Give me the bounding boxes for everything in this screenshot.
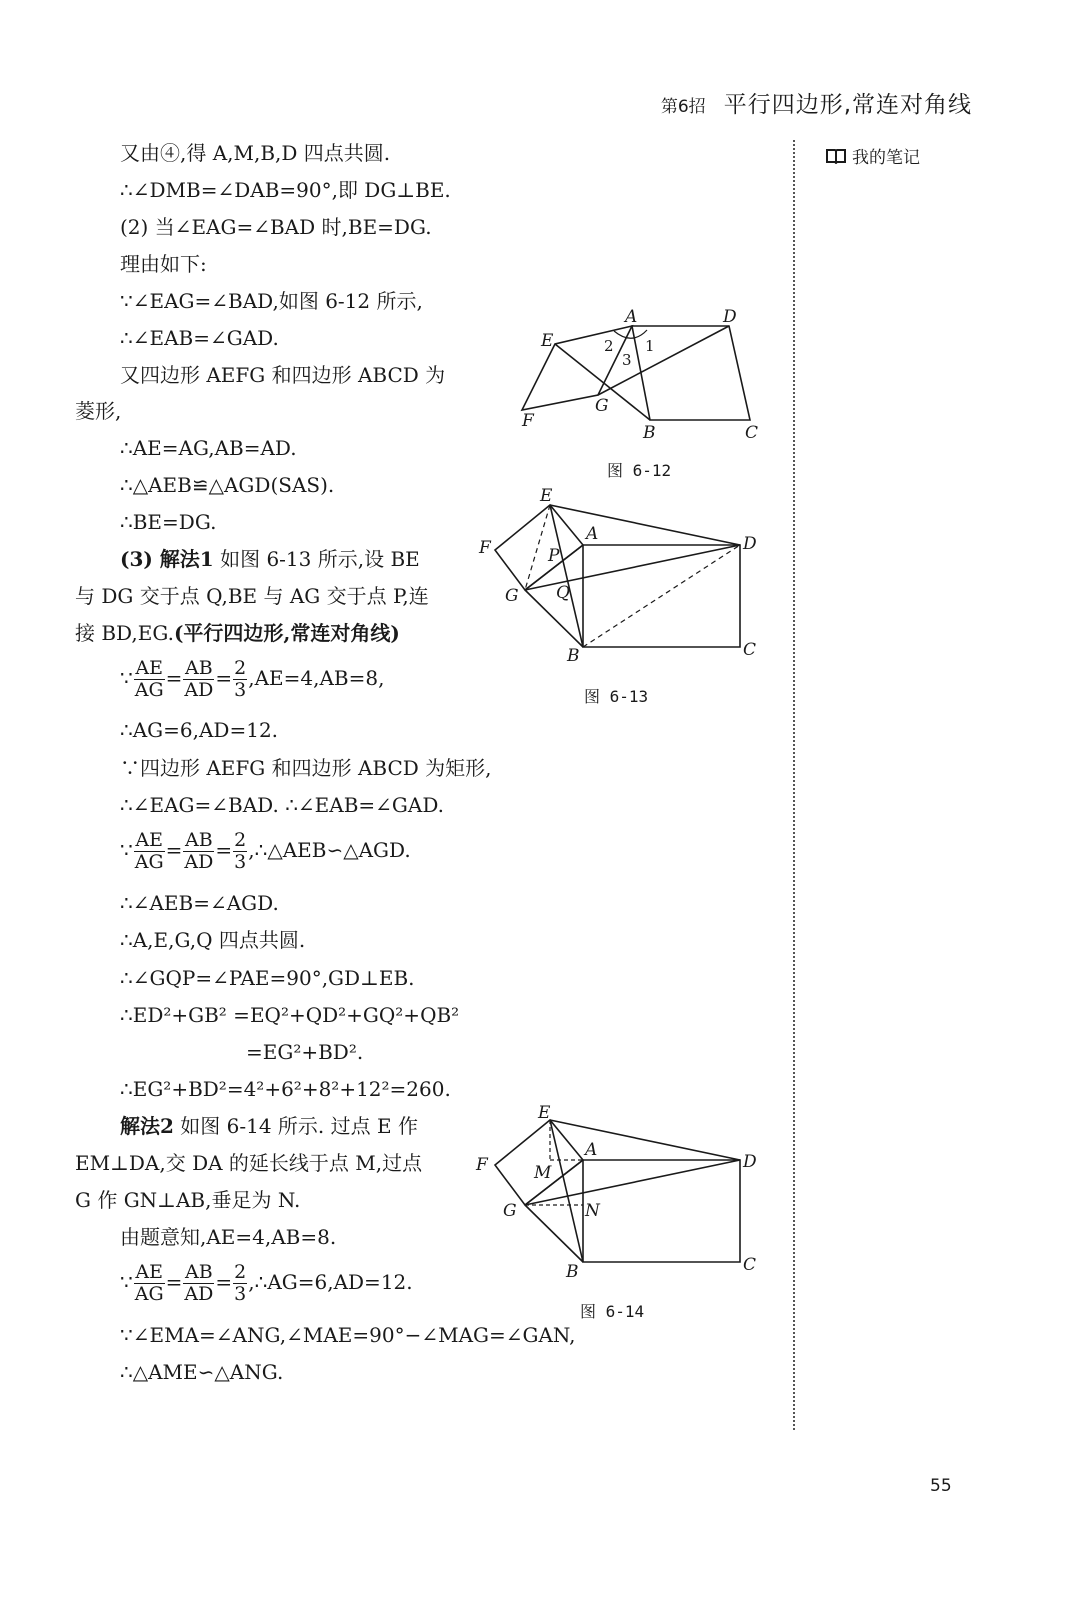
- fraction: $\frac{AE}{AG}$: [134, 1261, 164, 1305]
- because-symbol: ∵: [120, 666, 133, 690]
- text-line: 菱形,: [75, 399, 122, 423]
- label-a: A: [585, 1140, 598, 1160]
- label-d: D: [723, 307, 737, 327]
- fraction: $\frac{AB}{AD}$: [184, 657, 214, 701]
- text-line: ∴AE=AG,AB=AD.: [120, 436, 297, 460]
- label-b: B: [566, 1262, 579, 1282]
- text-line: ∵∠EAG=∠BAD,如图 6-12 所示,: [120, 289, 423, 313]
- segment-eg-diagonal: [525, 505, 550, 590]
- page-number: 55: [930, 1476, 952, 1496]
- label-f: F: [522, 411, 534, 431]
- text-line: ∴∠AEB=∠AGD.: [120, 891, 279, 915]
- label-g: G: [503, 1201, 517, 1221]
- segment-bd-diagonal: [583, 545, 740, 647]
- segment-be: [550, 1120, 583, 1262]
- label-a: A: [586, 524, 599, 544]
- text-run: 接 BD,EG.: [75, 621, 174, 645]
- segment-gb: [525, 1205, 583, 1262]
- segment-gb: [525, 590, 583, 647]
- label-q: Q: [556, 583, 570, 603]
- fraction: $\frac{AE}{AG}$: [134, 829, 164, 873]
- label-c: C: [745, 423, 759, 443]
- segment-gd: [598, 326, 729, 395]
- label-a: A: [625, 307, 638, 327]
- label-g: G: [595, 396, 609, 416]
- figure-6-13: [470, 485, 770, 670]
- fraction: $\frac{AB}{AD}$: [184, 1261, 214, 1305]
- fraction: $\frac{AB}{AD}$: [184, 829, 214, 873]
- open-book-icon: [826, 148, 846, 164]
- label-g: G: [505, 586, 519, 606]
- text-line: ∴△AEB≌△AGD(SAS).: [120, 473, 335, 497]
- label-f: F: [476, 1155, 488, 1175]
- text-line: 理由如下:: [120, 252, 207, 276]
- segment-gd: [525, 1160, 740, 1205]
- text-line: ∴∠EAG=∠BAD. ∴∠EAB=∠GAD.: [120, 793, 445, 817]
- text-run: 如图 6-14 所示. 过点 E 作: [173, 1114, 418, 1138]
- text-line: ∴∠DMB=∠DAB=90°,即 DG⊥BE.: [120, 178, 451, 202]
- fraction: $\frac{2}{3}$: [234, 657, 247, 701]
- figure-6-12: [510, 300, 780, 450]
- text-line: 与 DG 交于点 Q,BE 与 AG 交于点 P,连: [75, 584, 429, 608]
- label-b: B: [643, 423, 656, 443]
- label-d: D: [743, 1152, 757, 1172]
- figure-caption: 图 6-12: [607, 461, 672, 480]
- text-line: ∴∠GQP=∠PAE=90°,GD⊥EB.: [120, 966, 415, 990]
- text-line: (2) 当∠EAG=∠BAD 时,BE=DG.: [120, 215, 432, 239]
- formula-line: ∵ $\frac{AE}{AG}$ = $\frac{AB}{AD}$ = $\frac{2}{3}$ ,∴AG=6,AD=12.: [120, 1261, 413, 1305]
- text-line: [120, 1114, 418, 1138]
- text-line: ∴△AME∽△ANG.: [120, 1360, 284, 1384]
- text-line: ∵四边形 AEFG 和四边形 ABCD 为矩形,: [120, 756, 492, 780]
- text-line: [120, 547, 420, 571]
- fraction: $\frac{AE}{AG}$: [134, 657, 164, 701]
- angle-2: 2: [604, 337, 614, 355]
- figure-caption: 图 6-14: [580, 1302, 645, 1321]
- because-symbol: ∵: [120, 838, 133, 862]
- segment-be: [550, 505, 583, 647]
- label-e: E: [538, 1103, 551, 1123]
- text-line: ∴∠EAB=∠GAD.: [120, 326, 279, 350]
- label-e: E: [541, 331, 554, 351]
- label-f: F: [479, 538, 491, 558]
- text-line: ∴AG=6,AD=12.: [120, 718, 279, 742]
- text-line: [75, 621, 400, 645]
- label-c: C: [743, 640, 757, 660]
- text-line: 由题意知,AE=4,AB=8.: [120, 1225, 337, 1249]
- rhombus-aefg: [522, 326, 632, 410]
- page-header: [661, 86, 972, 119]
- angle-1: 1: [645, 337, 655, 355]
- label-e: E: [540, 486, 553, 506]
- text-line: ∵∠EMA=∠ANG,∠MAE=90°−∠MAG=∠GAN,: [120, 1323, 576, 1347]
- label-p: P: [548, 546, 560, 566]
- chapter-number: 第6招: [660, 97, 706, 117]
- angle-arc: [614, 330, 647, 338]
- tip-note: (平行四边形,常连对角线): [173, 621, 400, 645]
- text-line: 又由④,得 A,M,B,D 四点共圆.: [120, 141, 391, 165]
- text-line: G 作 GN⊥AB,垂足为 N.: [75, 1188, 301, 1212]
- because-symbol: ∵: [120, 1270, 133, 1294]
- text-line: ∴A,E,G,Q 四点共圆.: [120, 928, 306, 952]
- angle-3: 3: [622, 351, 632, 369]
- fraction: $\frac{2}{3}$: [234, 829, 247, 873]
- text-line: EM⊥DA,交 DA 的延长线于点 M,过点: [75, 1151, 423, 1175]
- rectangle-aefg: [495, 505, 583, 590]
- text-line: ∴BE=DG.: [120, 510, 217, 534]
- label-m: M: [534, 1163, 552, 1183]
- label-d: D: [743, 534, 757, 554]
- formula-line: ∵ $\frac{AE}{AG}$ = $\frac{AB}{AD}$ = $\frac{2}{3}$ ,∴△AEB∽△AGD.: [120, 829, 411, 873]
- text-run: 如图 6-13 所示,设 BE: [213, 547, 420, 571]
- label-b: B: [567, 646, 580, 666]
- text-line: =EG²+BD².: [246, 1040, 364, 1064]
- text-line: ∴EG²+BD²=4²+6²+8²+12²=260.: [120, 1077, 451, 1101]
- label-n: N: [585, 1201, 600, 1221]
- figure-caption: 图 6-13: [584, 687, 649, 706]
- method-label: 解法2: [120, 1114, 174, 1138]
- notes-divider: [793, 140, 795, 1430]
- label-c: C: [743, 1255, 757, 1275]
- chapter-title: 平行四边形,常连对角线: [723, 92, 972, 118]
- text-line: ∴ED²+GB² =EQ²+QD²+GQ²+QB²: [120, 1003, 460, 1027]
- method-label: (3) 解法1: [120, 547, 214, 571]
- formula-line: ∵ $\frac{AE}{AG}$ = $\frac{AB}{AD}$ = $\frac{2}{3}$ ,AE=4,AB=8,: [120, 657, 385, 701]
- figure-6-14: [470, 1100, 770, 1285]
- fraction: $\frac{2}{3}$: [234, 1261, 247, 1305]
- notes-column-label: [826, 143, 920, 168]
- notes-label: 我的笔记: [852, 148, 920, 168]
- text-line: 又四边形 AEFG 和四边形 ABCD 为: [120, 363, 446, 387]
- rectangle-abcd: [583, 1160, 740, 1262]
